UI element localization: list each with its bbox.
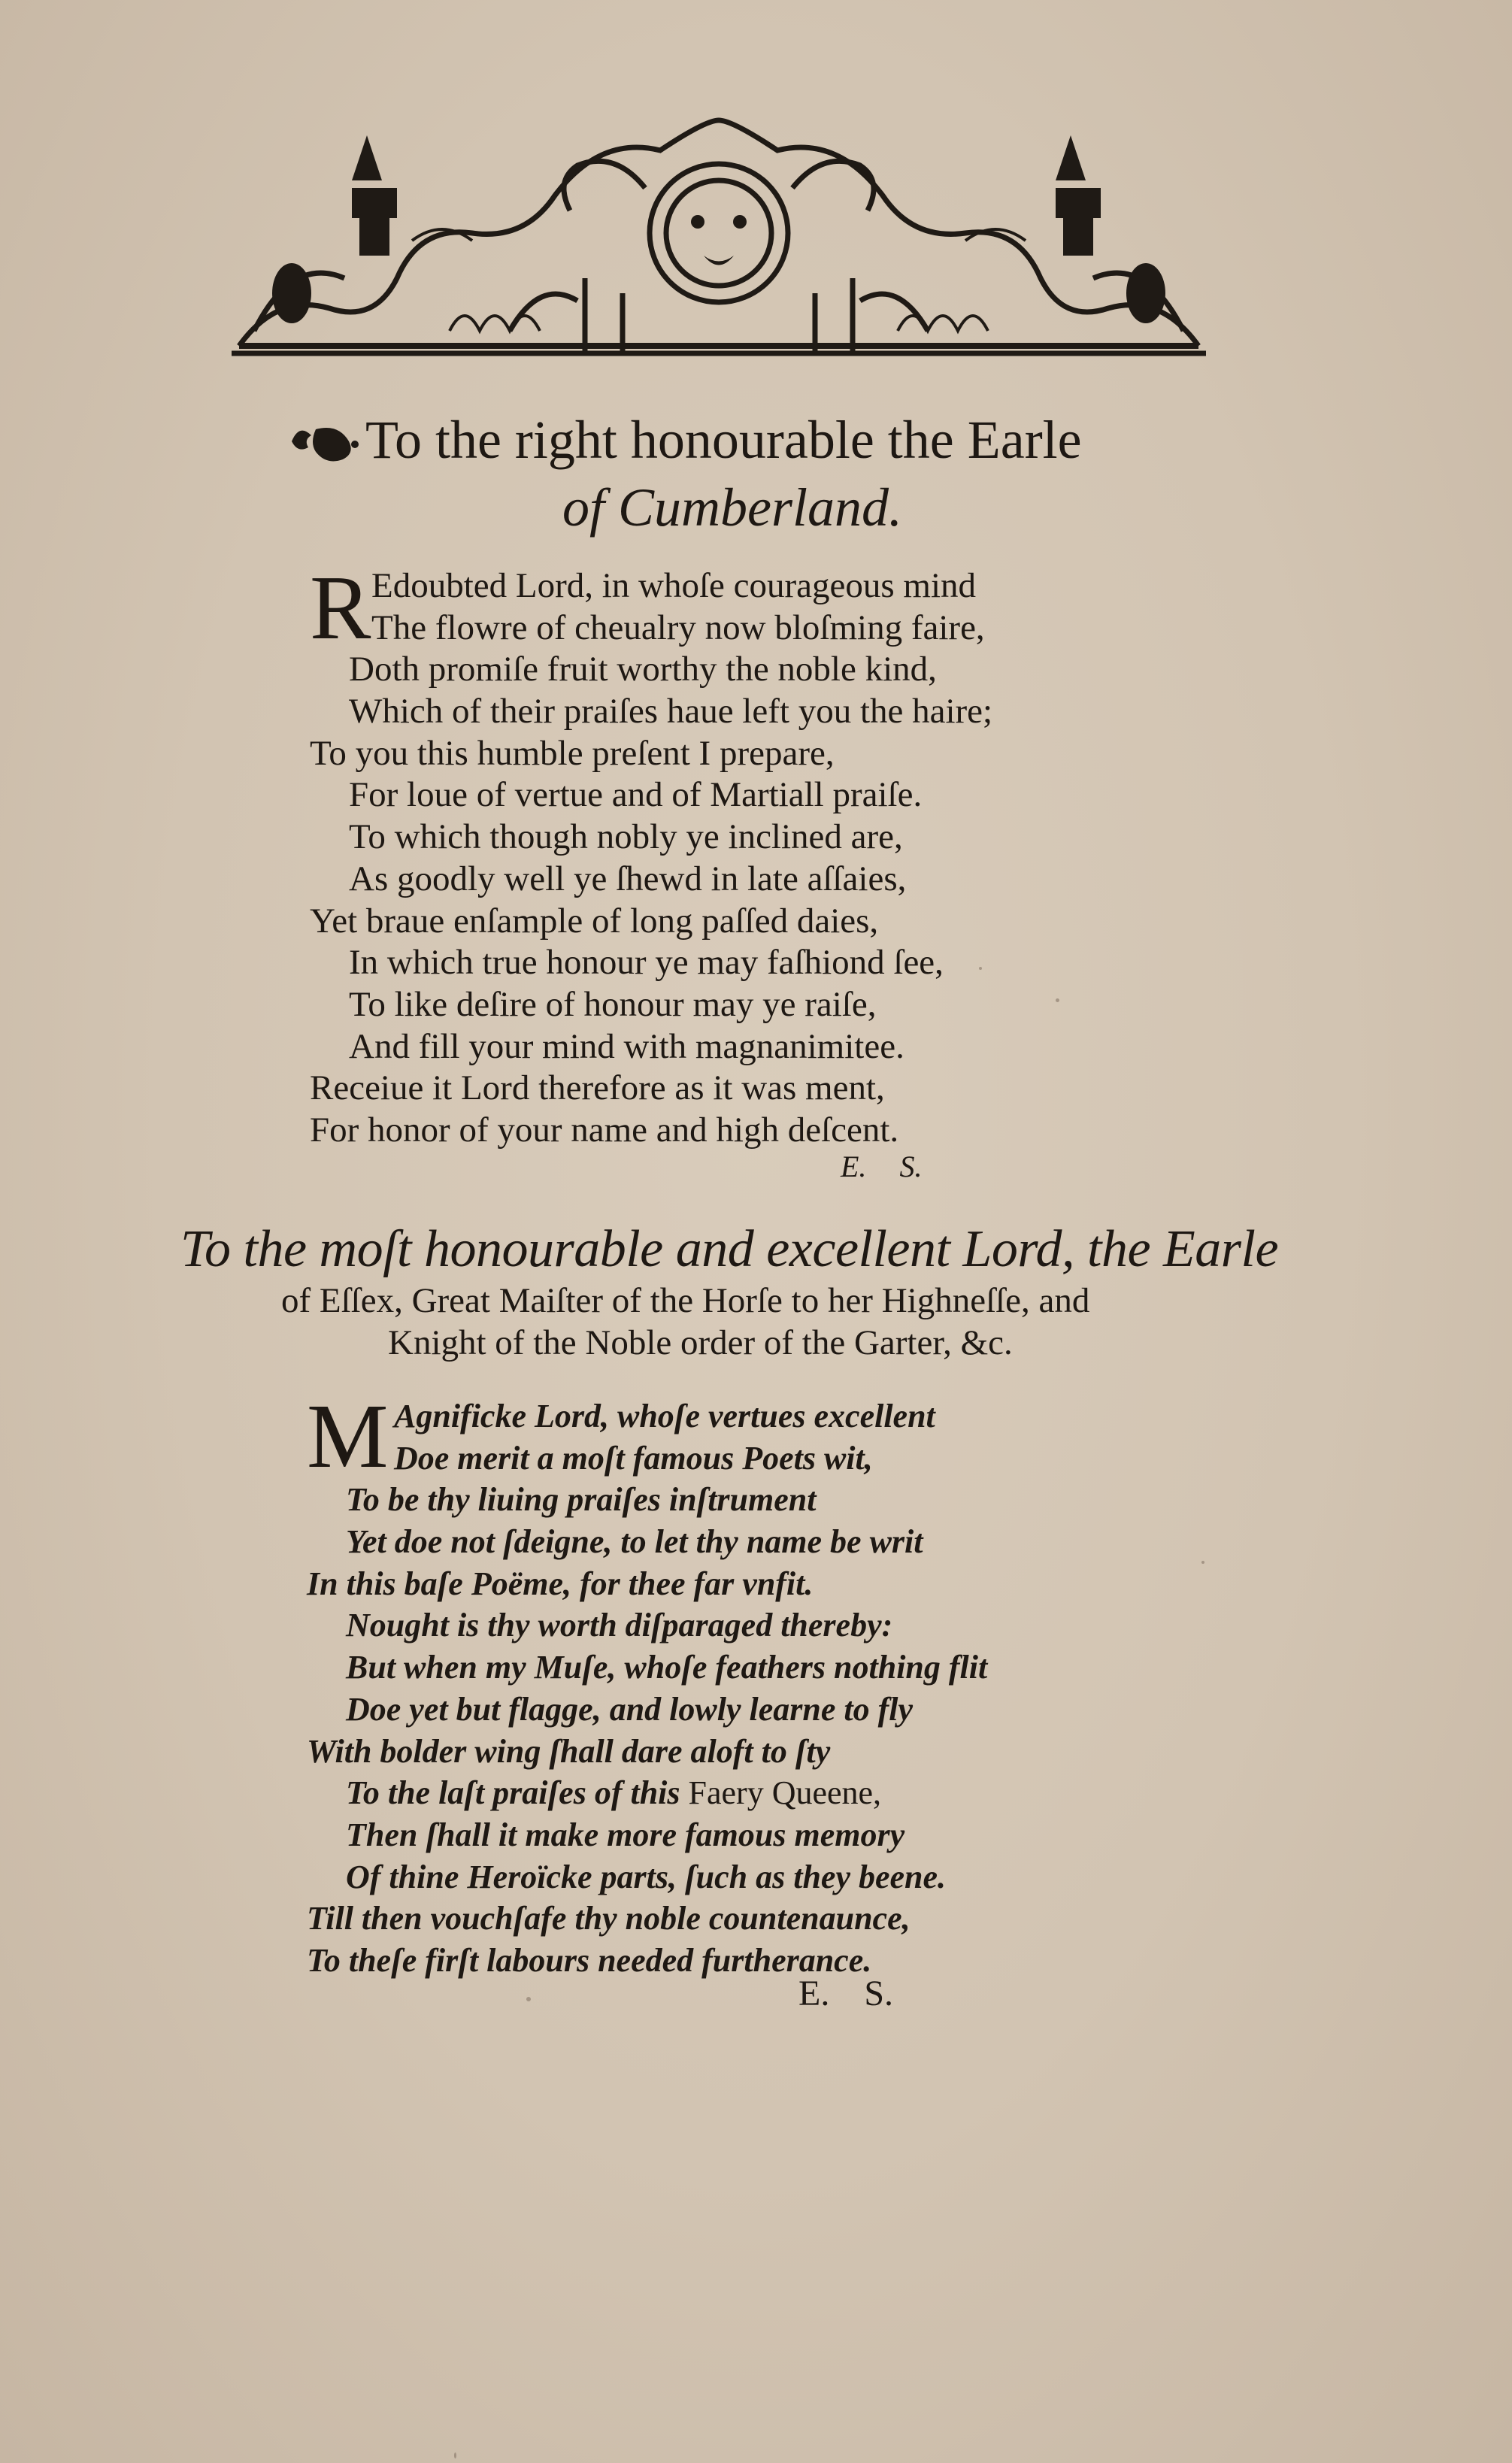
- poem-line: In which true honour ye may faſhiond ſee,: [349, 943, 944, 983]
- poem-line: For loue of vertue and of Martiall praiſe.: [349, 775, 923, 815]
- poem-line: Yet braue enſample of long paſſed daies,: [310, 901, 879, 941]
- poem-line: [307, 1772, 1247, 1814]
- section2-title-line1: To the moſt honourable and excellent Lord, the Earle: [180, 1220, 1279, 1278]
- drop-cap: M: [307, 1386, 389, 1487]
- poem-line: To you this humble preſent I prepare,: [310, 733, 835, 773]
- poem-line: Edoubted Lord, in whoſe courageous mind: [371, 566, 977, 605]
- poem-line: Doth promiſe fruit worthy the noble kind,: [349, 650, 937, 689]
- poem-line: The flowre of cheualry now bloſming faire,: [371, 607, 985, 647]
- poem-line: Nought is thy worth diſparaged thereby:: [346, 1607, 893, 1644]
- poem-line: Yet doe not ſdeigne, to let thy name be writ: [346, 1523, 923, 1561]
- paper-speck: [526, 1997, 531, 2001]
- poem-line: To be thy liuing praiſes inſtrument: [346, 1481, 817, 1519]
- paper-speck: [1056, 998, 1059, 1002]
- signature-initial: E.: [798, 1974, 830, 2013]
- poem-line: And fill your mind with magnanimitee.: [349, 1026, 904, 1066]
- signature: [841, 1149, 955, 1184]
- poem-line: Agnificke Lord, whoſe vertues excellent: [394, 1398, 935, 1434]
- signature-initial: S.: [899, 1150, 923, 1183]
- section1-title-line2: of Cumberland.: [562, 477, 903, 538]
- poem-line: Till then vouchſafe thy noble countenaunce,: [307, 1900, 911, 1937]
- poem-line: With bolder wing ſhall dare aloft to ſty: [307, 1732, 831, 1770]
- signature: [798, 1973, 928, 2014]
- poem-line: Then ſhall it make more famous memory: [346, 1816, 905, 1853]
- section2-title-line2: of Eſſex, Great Maiſter of the Horſe to her Highneſſe, and: [281, 1281, 1090, 1320]
- paper-speck: [979, 967, 982, 970]
- drop-cap: R: [310, 557, 371, 659]
- poem-line-text: To the laſt praiſes of this: [346, 1774, 680, 1812]
- poem-line: For honor of your name and high deſcent.: [310, 1110, 899, 1150]
- poem-line: Doe yet but flagge, and lowly learne to fly: [346, 1690, 913, 1728]
- poem-line: As goodly well ye ſhewd in late aſſaies,: [349, 859, 907, 898]
- sonnet-cumberland: [310, 557, 1212, 1152]
- fleuron-icon: [286, 419, 361, 464]
- poem-line: Doe merit a moſt famous Poets wit,: [394, 1439, 873, 1477]
- paper-speck: [1201, 1561, 1204, 1564]
- poem-line: To which though nobly ye inclined are,: [349, 817, 903, 857]
- poem-line: To theſe firſt labours needed furtherance.: [307, 1941, 872, 1979]
- poem-line: To like deſire of honour may ye raiſe,: [349, 984, 877, 1024]
- section1-title-line1: [286, 406, 1188, 474]
- poem-line: In this baſe Poëme, for thee far vnfit.: [307, 1565, 814, 1602]
- sonnet-essex: [307, 1386, 1247, 1982]
- signature-initial: E.: [841, 1150, 867, 1183]
- poem-line: But when my Muſe, whoſe feathers nothing flit: [346, 1649, 988, 1686]
- poem-line: Receiue it Lord therefore as it was ment,: [310, 1068, 885, 1108]
- title-text: To the right honourable the Earle: [365, 410, 1082, 470]
- paper-speck: [454, 2452, 456, 2458]
- signature-initial: S.: [864, 1974, 894, 2013]
- poem-line: Of thine Heroïcke parts, ſuch as they beene.: [346, 1858, 947, 1895]
- poem-line: Which of their praiſes haue left you the haire;: [349, 692, 993, 732]
- faery-queene-text: Faery Queene,: [688, 1774, 882, 1812]
- ornamental-headpiece: [224, 105, 1214, 370]
- section2-title-line3: Knight of the Noble order of the Garter, &c.: [388, 1323, 1013, 1362]
- ornamental-headpiece-icon: [224, 105, 1214, 370]
